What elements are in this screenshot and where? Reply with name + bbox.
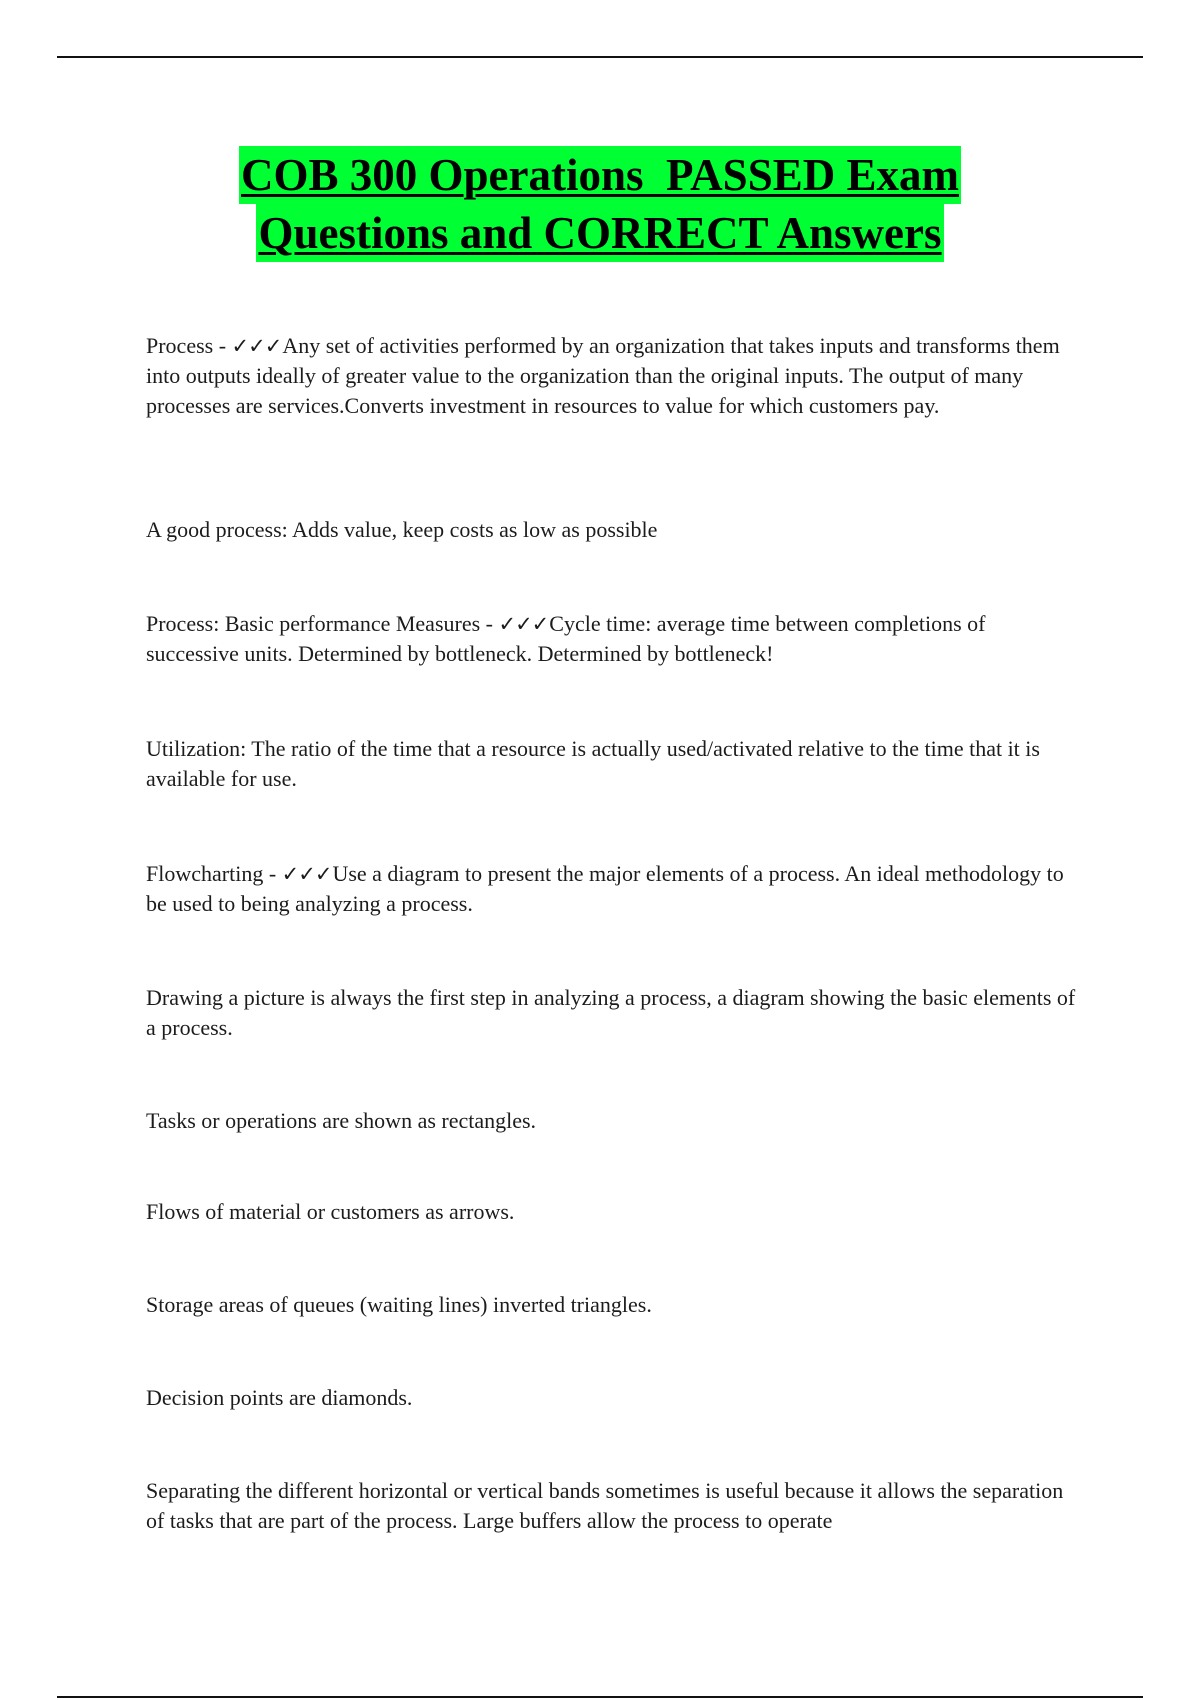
entry-definition: Use a diagram to present the major elements of a process. An ideal methodology to be used to being analyzing a process. <box>146 861 1064 916</box>
entry-storage-triangles: Storage areas of queues (waiting lines) inverted triangles. <box>146 1292 652 1317</box>
entry-definition: Any set of activities performed by an organization that takes inputs and transforms them into outputs ideally of greater value to the organization than the original inputs. The output of many processes are services.Converts investment in resources to value for which customers pay. <box>146 333 1060 418</box>
entry-flowcharting <box>146 859 1076 919</box>
checkmark-icon: ✓✓✓ <box>281 862 332 886</box>
entry-definition: Cycle time: average time between completions of successive units. Determined by bottleneck. Determined by bottleneck! <box>146 611 986 666</box>
entry-performance-measures <box>146 609 1076 669</box>
document-title <box>0 146 1200 262</box>
entry-utilization: Utilization: The ratio of the time that a resource is actually used/activated relative to the time that it is available for use. <box>146 736 1040 791</box>
entry-term: Process: Basic performance Measures - <box>146 611 499 636</box>
bottom-rule <box>57 1696 1143 1698</box>
entry-term: Flowcharting - <box>146 861 282 886</box>
entry-decision-diamonds: Decision points are diamonds. <box>146 1385 413 1410</box>
entry-process <box>146 331 1076 421</box>
checkmark-icon: ✓✓✓ <box>231 334 282 358</box>
title-line-1: COB 300 Operations PASSED Exam <box>239 146 961 204</box>
checkmark-icon: ✓✓✓ <box>498 612 549 636</box>
entry-drawing-picture: Drawing a picture is always the first step in analyzing a process, a diagram showing the basic elements of a process. <box>146 985 1076 1040</box>
entry-good-process: A good process: Adds value, keep costs as low as possible <box>146 517 658 542</box>
top-rule <box>57 56 1143 58</box>
entry-flows-arrows: Flows of material or customers as arrows. <box>146 1199 515 1224</box>
title-line-2: Questions and CORRECT Answers <box>256 204 943 262</box>
entry-term: Process - <box>146 333 232 358</box>
entry-tasks-rectangles: Tasks or operations are shown as rectangles. <box>146 1108 537 1133</box>
entry-separating-bands: Separating the different horizontal or vertical bands sometimes is useful because it allows the separation of tasks that are part of the process. Large buffers allow the process to operate <box>146 1478 1064 1533</box>
